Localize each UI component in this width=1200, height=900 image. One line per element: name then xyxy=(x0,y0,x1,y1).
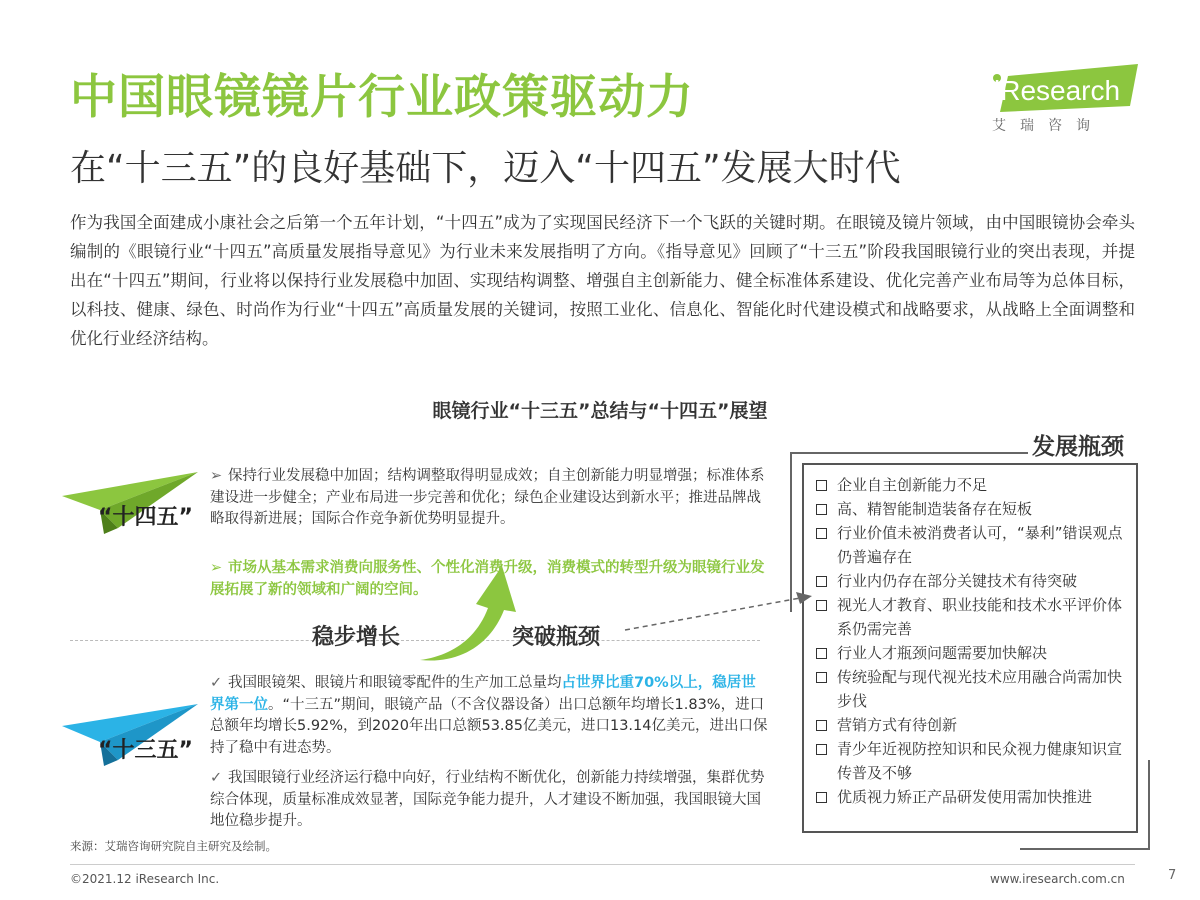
bottleneck-frame-bottom xyxy=(1020,848,1150,850)
section-heading: 眼镜行业“十三五”总结与“十四五”展望 xyxy=(432,400,768,422)
bottleneck-title: 发展瓶颈 xyxy=(1032,434,1124,460)
list-item: 视光人才教育、职业技能和技术水平评价体系仍需完善 xyxy=(816,593,1126,641)
thirteenth-bullet: ✓ 我国眼镜架、眼镜片和眼镜零配件的生产加工总量均占世界比重70%以上，稳居世界第一位。“十三五”期间，眼镜产品（不含仪器设备）出口总额年均增长1.83%，进口总额年均增长5.92%，到2020年出口总额53.85亿美元，进口13.14亿美元，进出口保持了稳中有进态势。 xyxy=(210,675,768,756)
list-item: 高、精智能制造装备存在短板 xyxy=(816,497,1126,521)
list-item: 企业自主创新能力不足 xyxy=(816,473,1126,497)
list-item: 营销方式有待创新 xyxy=(816,713,1126,737)
checkbox-square-icon xyxy=(816,720,827,731)
source-note: 来源：艾瑞咨询研究院自主研究及绘制。 xyxy=(70,839,277,853)
list-item: 行业人才瓶颈问题需要加快解决 xyxy=(816,641,1126,665)
checkbox-square-icon xyxy=(816,672,827,683)
logo-chinese-name: 艾瑞咨询 xyxy=(992,118,1104,134)
website-link[interactable]: www.iresearch.com.cn xyxy=(990,872,1125,886)
copyright: ©2021.12 iResearch Inc. xyxy=(70,872,220,886)
page-title: 中国眼镜镜片行业政策驱动力 xyxy=(70,70,694,125)
checkbox-square-icon xyxy=(816,480,827,491)
page-number: 7 xyxy=(1168,868,1177,883)
list-item: 传统验配与现代视光技术应用融合尚需加快步伐 xyxy=(816,665,1126,713)
fourteenth-bullet: ➢ 保持行业发展稳中加固；结构调整取得明显成效；自主创新能力明显增强；标准体系建设进一步健全；产业布局进一步完善和优化；绿色企业建设达到新水平；推进品牌战略取得新进展；国际合作竞争新优势明显提升。 xyxy=(210,468,765,527)
bottleneck-frame-top xyxy=(790,452,1028,454)
svg-text:iResearch: iResearch xyxy=(994,75,1121,106)
footer-divider xyxy=(70,864,1135,865)
arrow-bullet-icon: ➢ xyxy=(210,560,223,576)
checkbox-square-icon xyxy=(816,504,827,515)
label-breakthrough: 突破瓶颈 xyxy=(512,625,601,650)
intro-paragraph: 作为我国全面建成小康社会之后第一个五年计划，“十四五”成为了实现国民经济下一个飞跃的关键时期。在眼镜及镜片领域，由中国眼镜协会牵头编制的《眼镜行业“十四五”高质量发展指导意见》为行业未来发展指明了方向。《指导意见》回顾了“十三五”阶段我国眼镜行业的突出表现，并提出在“十四五”期间，行业将以保持行业发展稳中加固、实现结构调整、增强自主创新能力、健全标准体系建设、优化完善产业布局等为总体目标，以科技、健康、绿色、时尚作为行业“十四五”高质量发展的关键词，按照工业化、信息化、智能化时代建设模式和战略要求，从战略上全面调整和优化行业经济结构。 xyxy=(70,213,1135,348)
thirteenth-bullet: ✓ 我国眼镜行业经济运行稳中向好，行业结构不断优化，创新能力持续增强，集群优势综合体现，质量标准成效显著，国际竞争能力提升，人才建设不断加强，我国眼镜大国地位稳步提升。 xyxy=(210,770,765,829)
checkbox-square-icon xyxy=(816,744,827,755)
fourteenth-bullet-highlight: ➢ 市场从基本需求消费向服务性、个性化消费升级，消费模式的转型升级为眼镜行业发展拓展了新的领域和广阔的空间。 xyxy=(210,560,765,598)
thirteenth-plan-label: “十三五” xyxy=(98,738,193,763)
bottleneck-list xyxy=(802,463,1138,833)
list-item: 行业内仍存在部分关键技术有待突破 xyxy=(816,569,1126,593)
list-item: 青少年近视防控知识和民众视力健康知识宣传普及不够 xyxy=(816,737,1126,785)
highlight-text: 占世界比重70%以上，稳居世界第一位 xyxy=(210,675,756,713)
check-icon: ✓ xyxy=(210,675,223,691)
checkbox-square-icon xyxy=(816,792,827,803)
fourteenth-plan-label: “十四五” xyxy=(98,505,193,530)
list-item: 行业价值未被消费者认可，“暴利”错误观点仍普遍存在 xyxy=(816,521,1126,569)
bottleneck-frame-right xyxy=(1148,760,1150,850)
arrow-bullet-icon: ➢ xyxy=(210,468,223,484)
page-subtitle: 在“十三五”的良好基础下，迈入“十四五”发展大时代 xyxy=(70,148,901,189)
checkbox-square-icon xyxy=(816,528,827,539)
growth-arrow-icon xyxy=(380,560,840,670)
list-item: 优质视力矫正产品研发使用需加快推进 xyxy=(816,785,1126,809)
label-steady-growth: 稳步增长 xyxy=(312,625,401,650)
check-icon: ✓ xyxy=(210,770,223,786)
